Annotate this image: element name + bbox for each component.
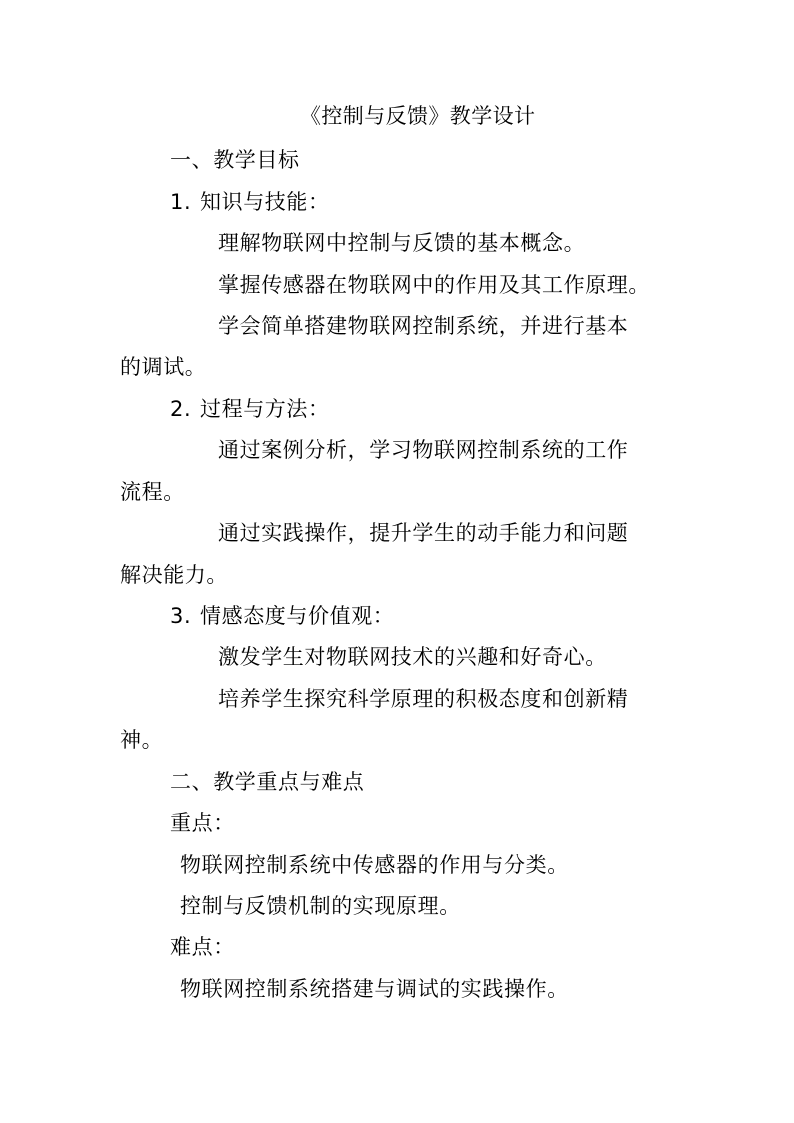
paragraph-line: 激发学生对物联网技术的兴趣和好奇心。 bbox=[218, 645, 607, 669]
item-heading-attitude bbox=[170, 602, 394, 630]
paragraph-line: 学会简单搭建物联网控制系统，并进行基本 bbox=[218, 314, 629, 338]
item-number: 3. bbox=[170, 604, 192, 628]
item-heading-process bbox=[170, 395, 330, 423]
paragraph-line: 理解物联网中控制与反馈的基本概念。 bbox=[218, 231, 586, 255]
item-number: 2. bbox=[170, 397, 192, 421]
item-label: 情感态度与价值观： bbox=[200, 604, 395, 628]
item-label: 过程与方法： bbox=[200, 397, 330, 421]
difficulty-label: 难点： bbox=[170, 935, 235, 959]
key-points-label: 重点： bbox=[170, 811, 235, 835]
paragraph-line: 掌握传感器在物联网中的作用及其工作原理。 bbox=[218, 273, 650, 297]
key-point-item: 控制与反馈机制的实现原理。 bbox=[180, 894, 461, 918]
paragraph-line-continued: 流程。 bbox=[120, 480, 185, 504]
item-label: 知识与技能： bbox=[200, 190, 330, 214]
section-heading-key-points: 二、教学重点与难点 bbox=[170, 770, 365, 794]
paragraph-line: 培养学生探究科学原理的积极态度和创新精 bbox=[218, 687, 629, 711]
document-title: 《控制与反馈》教学设计 bbox=[300, 104, 536, 128]
paragraph-line: 通过实践操作，提升学生的动手能力和问题 bbox=[218, 521, 629, 545]
paragraph-line: 通过案例分析，学习物联网控制系统的工作 bbox=[218, 438, 629, 462]
difficulty-point-item: 物联网控制系统搭建与调试的实践操作。 bbox=[180, 977, 569, 1001]
paragraph-line-continued: 的调试。 bbox=[120, 355, 207, 379]
section-heading-objectives: 一、教学目标 bbox=[170, 148, 300, 172]
paragraph-line-continued: 神。 bbox=[120, 728, 164, 752]
paragraph-line-continued: 解决能力。 bbox=[120, 563, 228, 587]
item-heading-knowledge bbox=[170, 188, 330, 216]
item-number: 1. bbox=[170, 190, 192, 214]
key-point-item: 物联网控制系统中传感器的作用与分类。 bbox=[180, 853, 569, 877]
